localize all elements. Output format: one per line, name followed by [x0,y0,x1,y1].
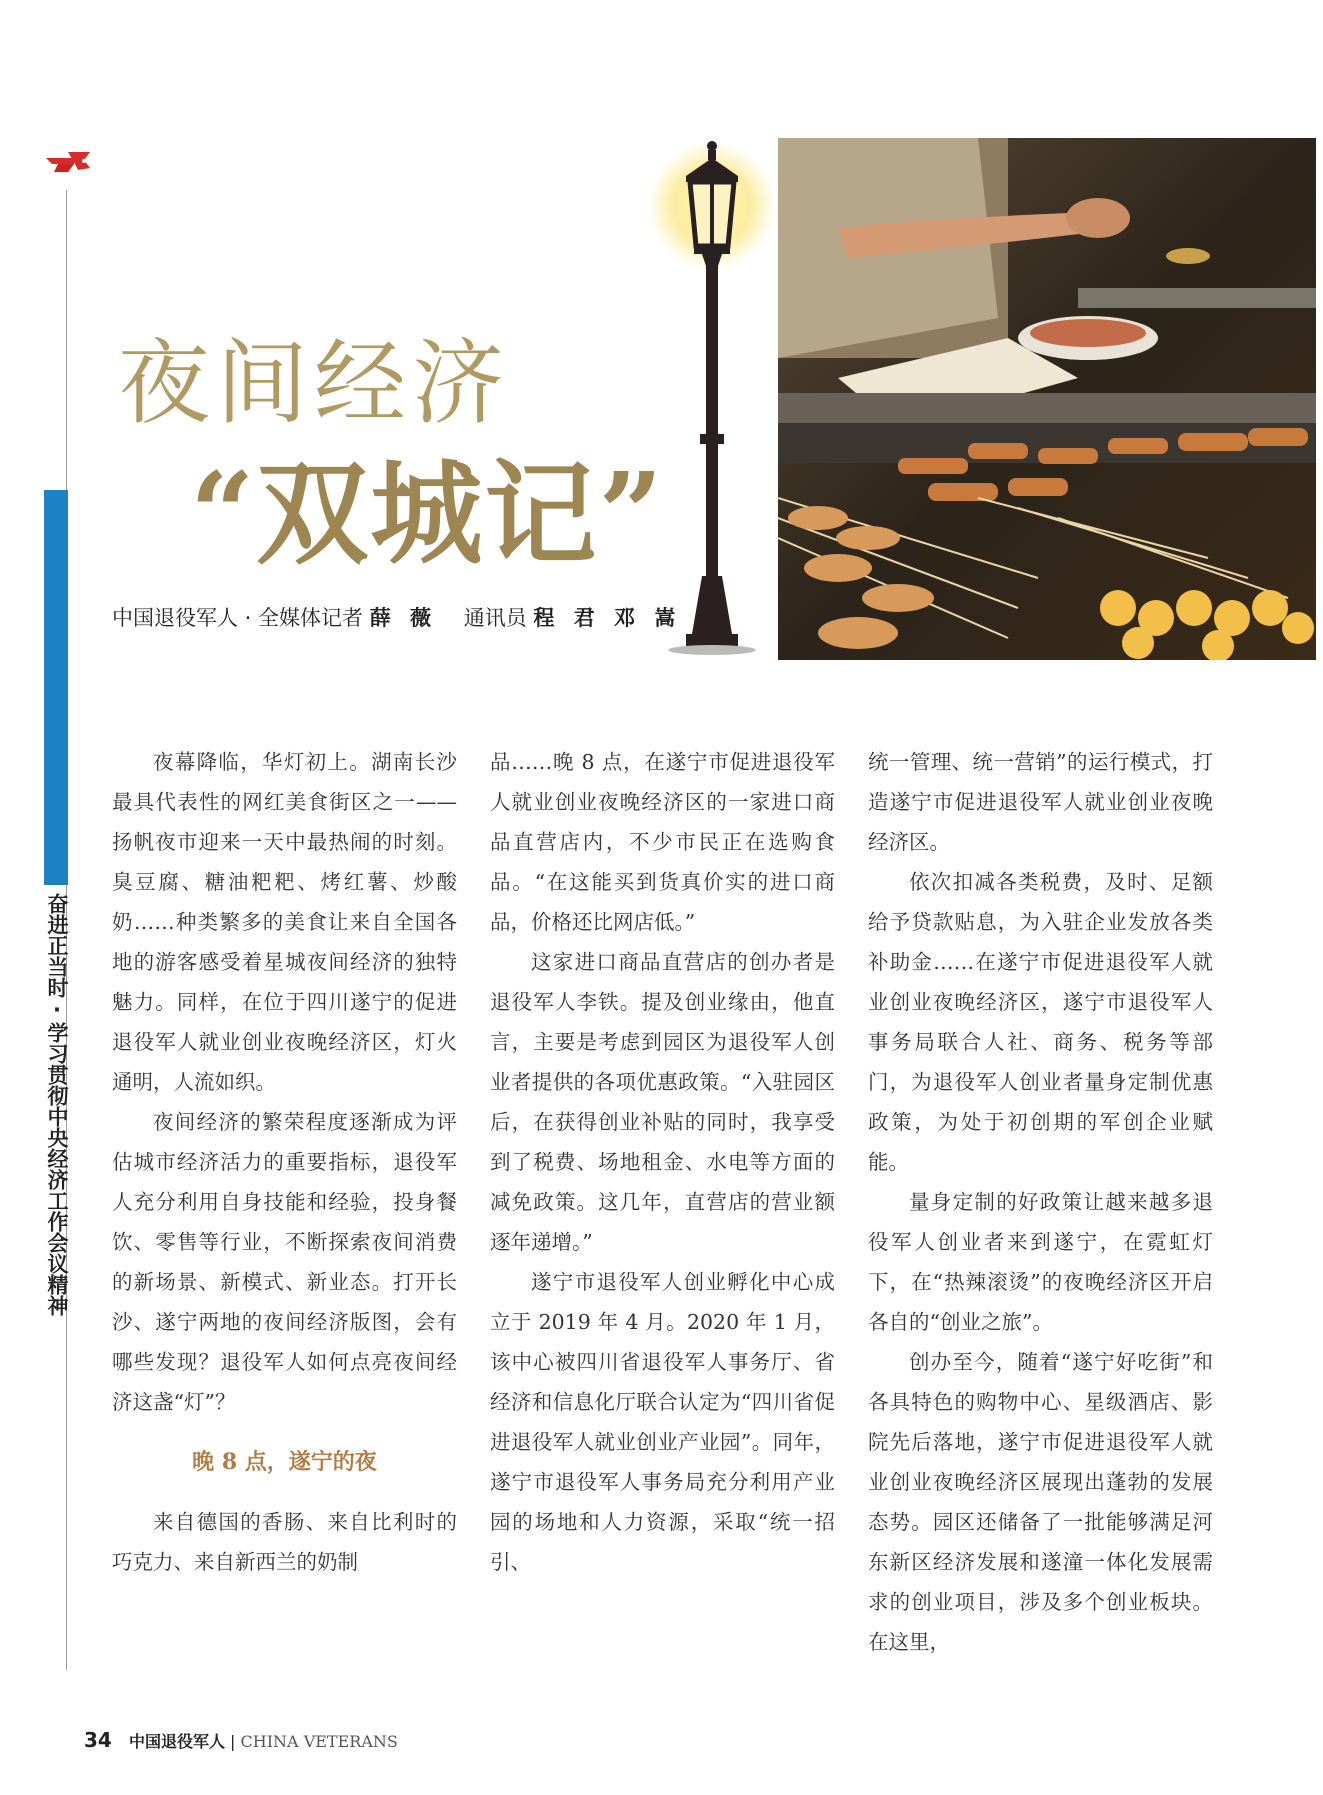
article-column-3 [868,742,1213,1662]
headline-line-2: “双城记” [190,449,665,580]
article-column-1 [112,742,457,1582]
magazine-name: 中国退役军人 [128,1732,225,1751]
byline-correspondent-label: 通讯员 [463,606,527,630]
magazine-english-name: CHINA VETERANS [240,1732,398,1751]
paragraph: 来自德国的香肠、来自比利时的巧克力、来自新西兰的奶制 [112,1510,457,1574]
sidebar-accent-bar [44,490,68,885]
street-lamp-illustration [636,134,786,660]
paragraph: 这家进口商品直营店的创办者是退役军人李铁。提及创业缘由，他直言，主要是考虑到园区为退役军人创业者提供的各项优惠政策。“入驻园区后，在获得创业补贴的同时，我享受到了税费、场地租金、水电等方面的减免政策。这几年，直营店的营业额逐年递增。” [490,950,835,1254]
byline-prefix: 中国退役军人 · 全媒体记者 [112,606,364,630]
subheading: 晚 8 点，遂宁的夜 [192,1449,377,1475]
correspondent-names: 程 君 邓 嵩 [533,606,682,630]
article-column-2 [490,742,835,1582]
page-footer [84,1728,398,1752]
paragraph: 遂宁市退役军人创业孵化中心成立于 2019 年 4 月。2020 年 1 月，该中心被四川省退役军人事务厅、省经济和信息化厅联合认定为“四川省促进退役军人就业创业产业园”。同年，遂宁市退役军人事务局充分利用产业园的场地和人力资源，采取“统一招引、 [490,1270,835,1574]
paragraph: 品……晚 8 点，在遂宁市促进退役军人就业创业夜晚经济区的一家进口商品直营店内，不少市民正在选购食品。“在这能买到货真价实的进口商品，价格还比网店低。” [490,750,835,934]
paragraph: 夜间经济的繁荣程度逐渐成为评估城市经济活力的重要指标，退役军人充分利用自身技能和经验，投身餐饮、零售等行业，不断探索夜间消费的新场景、新模式、新业态。打开长沙、遂宁两地的夜间经济版图，会有哪些发现？退役军人如何点亮夜间经济这盏“灯”？ [112,1110,457,1414]
headline-line-1: 夜间经济 [118,330,511,437]
byline [112,602,681,632]
reporter-name: 薛 薇 [369,606,438,630]
paragraph: 统一管理、统一营销”的运行模式，打造遂宁市促进退役军人就业创业夜晚经济区。 [868,750,1213,854]
paragraph: 夜幕降临，华灯初上。湖南长沙最具代表性的网红美食街区之一——扬帆夜市迎来一天中最热闹的时刻。臭豆腐、糖油粑粑、烤红薯、炒酸奶……种类繁多的美食让来自全国各地的游客感受着星城夜间经济的独特魅力。同样，在位于四川遂宁的促进退役军人就业创业夜晚经济区，灯火通明，人流如织。 [112,750,457,1094]
footer-separator: | [230,1732,236,1751]
section-label: 奋进正当时·学习贯彻中央经济工作会议精神 [45,893,69,1316]
magazine-logo-icon [44,148,92,178]
paragraph: 依次扣减各类税费，及时、足额给予贷款贴息，为入驻企业发放各类补助金……在遂宁市促进退役军人就业创业夜晚经济区，遂宁市退役军人事务局联合人社、商务、税务等部门，为退役军人创业者量身定制优惠政策，为处于初创期的军创企业赋能。 [868,870,1213,1174]
page-number: 34 [84,1728,112,1752]
night-market-food-photo [778,138,1316,660]
paragraph: 创办至今，随着“遂宁好吃街”和各具特色的购物中心、星级酒店、影院先后落地，遂宁市促进退役军人就业创业夜晚经济区展现出蓬勃的发展态势。园区还储备了一批能够满足河东新区经济发展和遂潼一体化发展需求的创业项目，涉及多个创业板块。在这里， [868,1350,1213,1654]
paragraph: 量身定制的好政策让越来越多退役军人创业者来到遂宁，在霓虹灯下，在“热辣滚烫”的夜晚经济区开启各自的“创业之旅”。 [868,1190,1213,1334]
